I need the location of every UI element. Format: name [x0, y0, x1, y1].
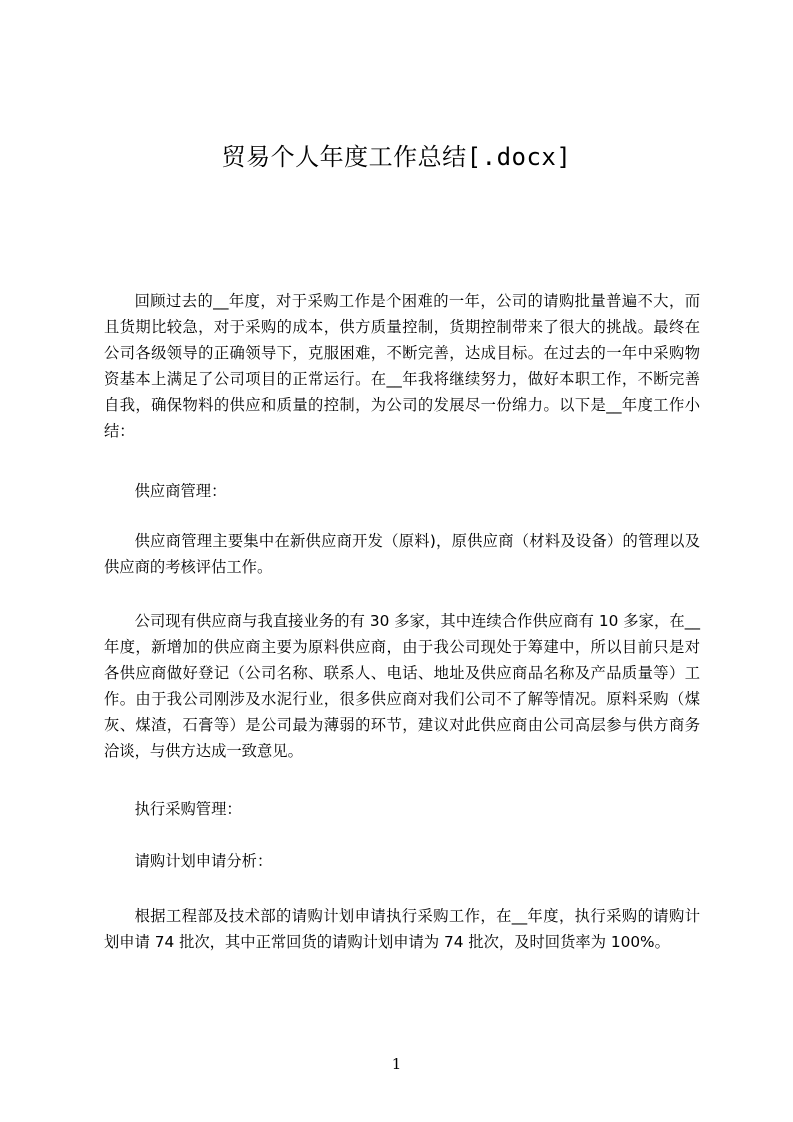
- section-heading-procurement-execution: 执行采购管理：: [134, 800, 242, 818]
- paragraph-supplier-scope: 供应商管理主要集中在新供应商开发（原料)，原供应商（材料及设备）的管理以及供应商的考核评估工作。: [104, 532, 700, 576]
- paragraph-supplier-status: 公司现有供应商与我直接业务的有 30 多家，其中连续合作供应商有 10 多家，在__年度，新增加的供应商主要为原料供应商，由于我公司现处于筹建中，所以目前只是对各供应商做好登记（公司名称、联系人、电话、地址及供应商品名称及产品质量等）工作。由于我公司刚涉及水泥行业，很多供应商对我们公司不了解等情况。原料采购（煤灰、煤渣，石膏等）是公司最为薄弱的环节，建议对此供应商由公司高层参与供方商务洽谈，与供方达成一致意见。: [104, 612, 700, 760]
- paragraph-intro: 回顾过去的__年度，对于采购工作是个困难的一年，公司的请购批量普遍不大，而且货期比较急，对于采购的成本，供方质量控制，货期控制带来了很大的挑战。最终在公司各级领导的正确领导下，克服困难，不断完善，达成目标。在过去的一年中采购物资基本上满足了公司项目的正常运行。在__年我将继续努力，做好本职工作，不断完善自我，确保物料的供应和质量的控制，为公司的发展尽一份绵力。以下是__年度工作小结：: [104, 292, 700, 440]
- document-title: 贸易个人年度工作总结[.docx]: [221, 143, 572, 171]
- section-heading-requisition-analysis: 请购计划申请分析：: [134, 852, 273, 870]
- page-number: 1: [391, 1055, 402, 1073]
- paragraph-requisition-stats: 根据工程部及技术部的请购计划申请执行采购工作，在__年度，执行采购的请购计划申请 74 批次，其中正常回货的请购计划申请为 74 批次，及时回货率为 100%。: [104, 907, 700, 951]
- section-heading-supplier-management: 供应商管理：: [134, 482, 227, 500]
